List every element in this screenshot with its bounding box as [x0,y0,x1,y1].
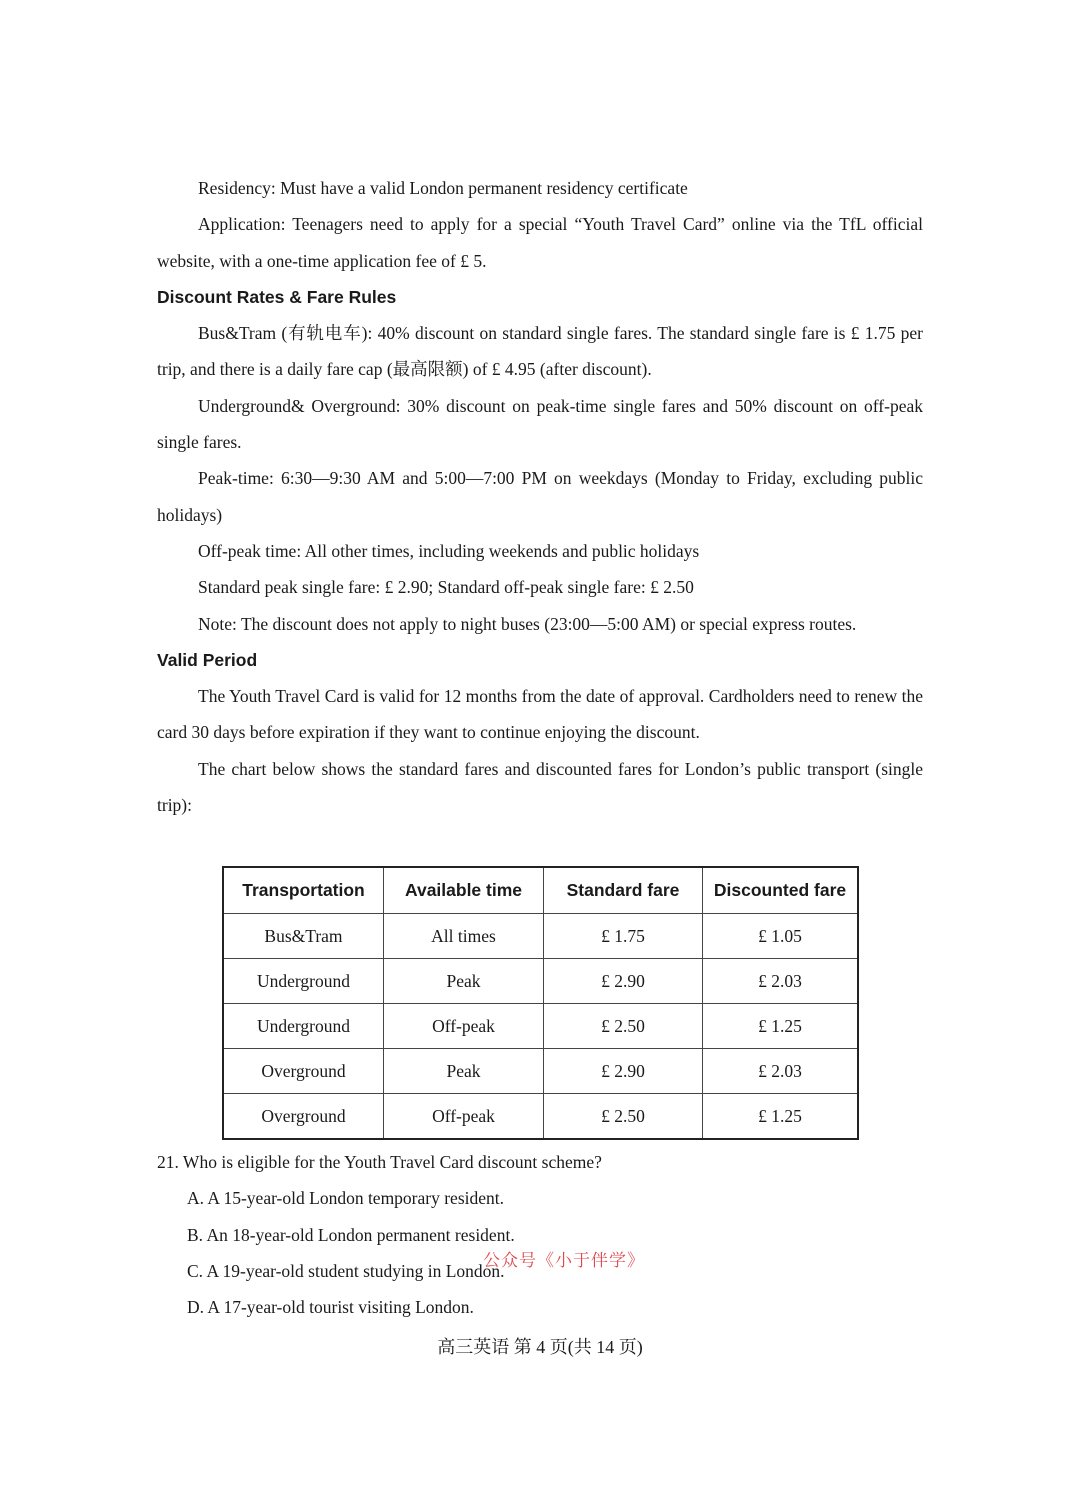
watermark: 公众号《小于伴学》 [483,1251,645,1271]
table-header-row [223,867,858,914]
cell-standard-fare: £ 2.50 [544,1004,703,1049]
question-stem: 21. Who is eligible for the Youth Travel Card discount scheme? [157,1152,602,1172]
option-d: D. A 17-year-old tourist visiting London. [187,1297,474,1318]
table-row [223,959,858,1004]
passage [157,170,923,823]
bus-tram-paragraph: Bus&Tram (有轨电车): 40% discount on standard single fares. The standard single fare is £ 1.75 per trip, and there is a daily fare cap (最高限额) of £ 4.95 (after discount). [157,323,923,380]
table-row [223,1094,858,1140]
table-row [223,1004,858,1049]
cell-standard-fare: £ 2.50 [544,1094,703,1140]
cell-available-time: Peak [384,959,544,1004]
cell-discounted-fare: £ 1.25 [703,1094,859,1140]
option-c: C. A 19-year-old student studying in London. [187,1260,505,1281]
cell-discounted-fare: £ 2.03 [703,1049,859,1094]
discount-heading: Discount Rates & Fare Rules [157,286,397,307]
header-transportation: Transportation [223,867,384,914]
cell-available-time: Peak [384,1049,544,1094]
table-row [223,1049,858,1094]
off-peak-paragraph: Off-peak time: All other times, including weekends and public holidays [198,540,700,561]
header-standard-fare: Standard fare [544,867,703,914]
cell-transportation: Underground [223,1004,384,1049]
cell-discounted-fare: £ 1.25 [703,1004,859,1049]
header-available-time: Available time [384,867,544,914]
cell-transportation: Overground [223,1049,384,1094]
cell-standard-fare: £ 1.75 [544,914,703,959]
cell-standard-fare: £ 2.90 [544,959,703,1004]
cell-available-time: Off-peak [384,1094,544,1140]
cell-transportation: Underground [223,959,384,1004]
cell-standard-fare: £ 2.90 [544,1049,703,1094]
chart-intro-paragraph: The chart below shows the standard fares and discounted fares for London’s public transport (single trip): [157,758,923,816]
cell-transportation: Bus&Tram [223,914,384,959]
valid-period-paragraph: The Youth Travel Card is valid for 12 months from the date of approval. Cardholders need to renew the card 30 days before expiration if they want to continue enjoying the discount. [157,686,923,743]
note-paragraph: Note: The discount does not apply to night buses (23:00—5:00 AM) or special express routes. [198,613,857,634]
underground-paragraph: Underground& Overground: 30% discount on peak-time single fares and 50% discount on off-peak single fares. [157,395,923,453]
standard-fares-paragraph: Standard peak single fare: £ 2.90; Standard off-peak single fare: £ 2.50 [198,577,694,598]
question-block [157,1144,923,1325]
header-discounted-fare: Discounted fare [703,867,859,914]
cell-transportation: Overground [223,1094,384,1140]
cell-discounted-fare: £ 2.03 [703,959,859,1004]
cell-discounted-fare: £ 1.05 [703,914,859,959]
cell-available-time: All times [384,914,544,959]
option-b: B. An 18-year-old London permanent resident. [187,1224,515,1245]
application-paragraph: Application: Teenagers need to apply for a special “Youth Travel Card” online via the TfL official website, with a one-time application fee of £ 5. [157,214,923,271]
peak-time-paragraph: Peak-time: 6:30—9:30 AM and 5:00—7:00 PM on weekdays (Monday to Friday, excluding public holidays) [157,468,923,525]
page-footer: 高三英语 第 4 页(共 14 页) [437,1337,643,1357]
option-a: A. A 15-year-old London temporary resident. [187,1188,504,1209]
valid-period-heading: Valid Period [157,649,258,670]
fare-table [222,866,859,1140]
residency-paragraph: Residency: Must have a valid London permanent residency certificate [198,178,688,198]
table-row [223,914,858,959]
cell-available-time: Off-peak [384,1004,544,1049]
